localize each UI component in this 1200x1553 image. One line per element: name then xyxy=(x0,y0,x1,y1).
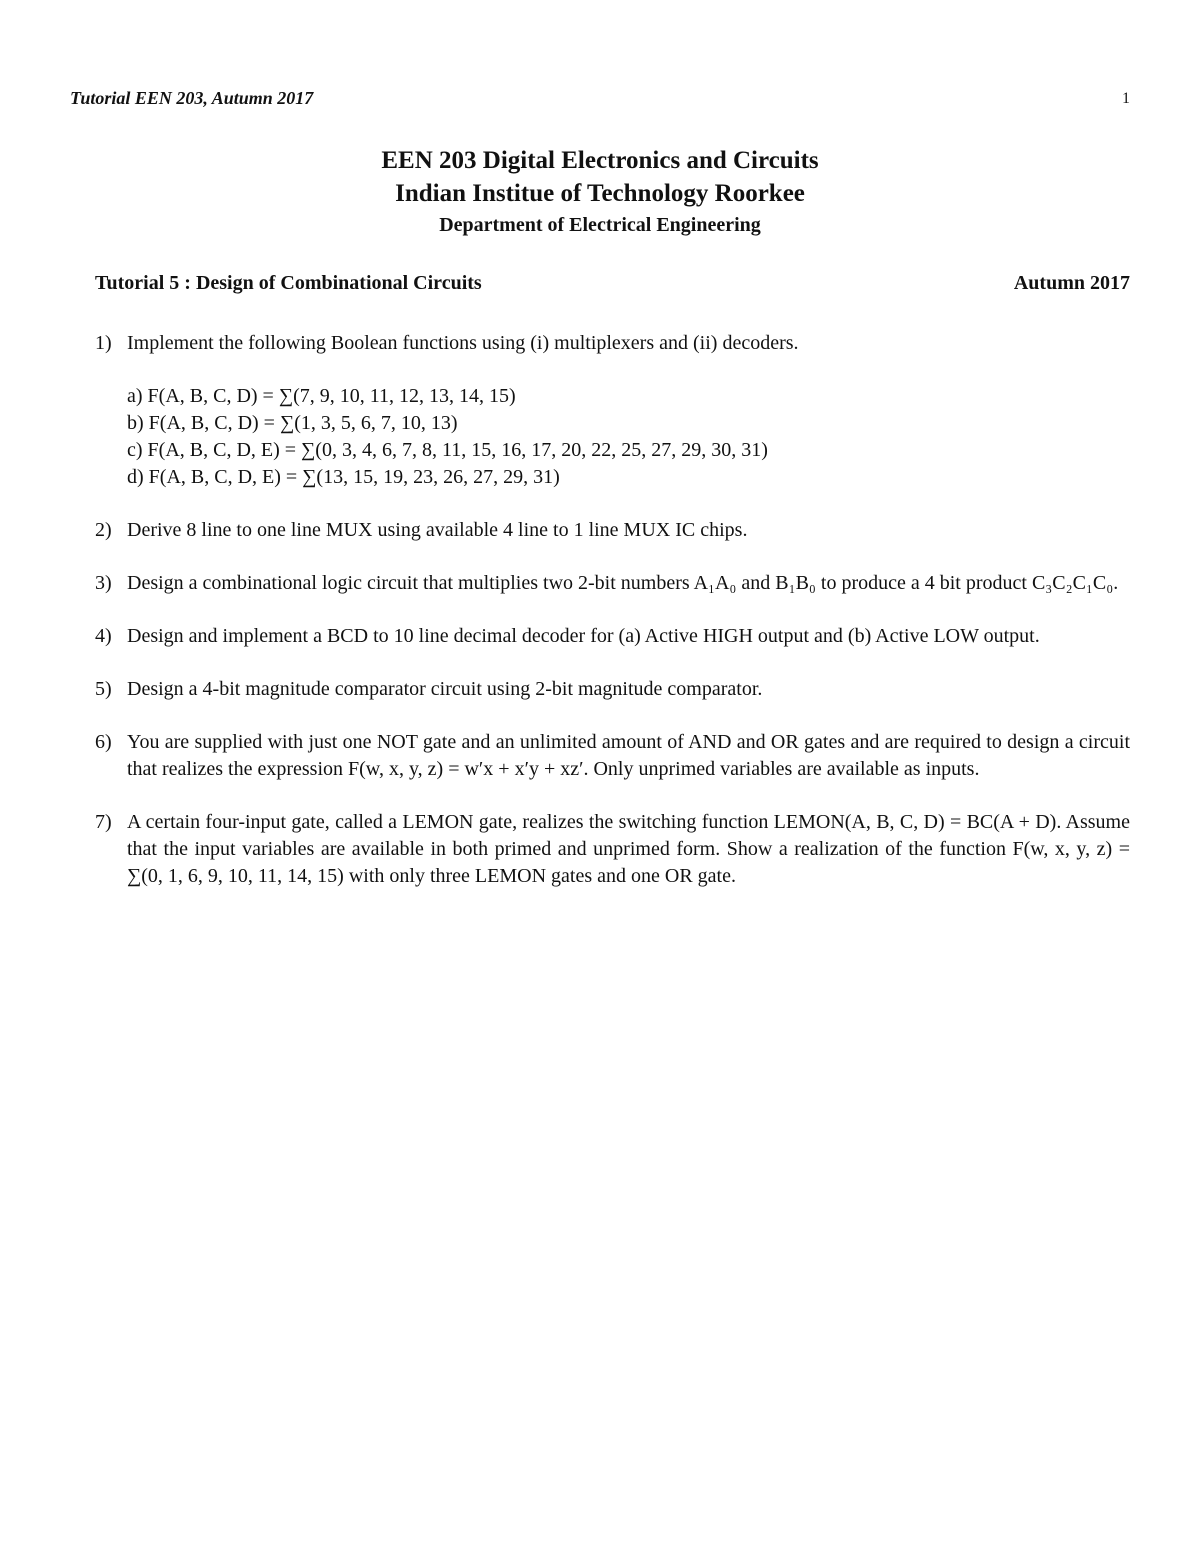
question-number: 4) xyxy=(95,625,112,647)
question-list xyxy=(95,330,1130,916)
question-text: A certain four-input gate, called a LEMON gate, realizes the switching function LEMON(A, B, C, D) = BC(A + D). Assume that the input variables are available in both primed and unprimed form. Show a realization of the function F(w, x, y, z) = ∑(0, 1, 6, 9, 10, 11, 14, 15) with only three LEMON gates and one OR gate. xyxy=(127,811,1130,887)
document-titles xyxy=(0,144,1200,240)
question-text: Design and implement a BCD to 10 line decimal decoder for (a) Active HIGH output and (b) Active LOW output. xyxy=(127,625,1040,647)
question-5 xyxy=(95,676,1130,703)
question-2 xyxy=(95,517,1130,544)
institute-title: Indian Institue of Technology Roorkee xyxy=(395,180,805,207)
page-number: 1 xyxy=(1122,90,1130,107)
question-number: 1) xyxy=(95,332,112,354)
tutorial-heading xyxy=(95,272,1130,295)
tutorial-title: Tutorial 5 : Design of Combinational Circuits xyxy=(95,272,482,294)
sub-question-a: a) F(A, B, C, D) = ∑(7, 9, 10, 11, 12, 13, 14, 15) xyxy=(127,385,516,407)
sub-question-b: b) F(A, B, C, D) = ∑(1, 3, 5, 6, 7, 10, 13) xyxy=(127,412,458,434)
course-title: EEN 203 Digital Electronics and Circuits xyxy=(381,147,819,174)
question-number: 2) xyxy=(95,519,112,541)
question-text: Design a 4-bit magnitude comparator circuit using 2-bit magnitude comparator. xyxy=(127,678,763,700)
question-text: You are supplied with just one NOT gate and an unlimited amount of AND and OR gates and are required to design a circuit that realizes the expression F(w, x, y, z) = w′x + x′y + xz′. Only unprimed variables are available as inputs. xyxy=(127,731,1130,780)
running-head: Tutorial EEN 203, Autumn 2017 xyxy=(70,88,314,108)
sub-question-list xyxy=(127,383,1130,491)
question-1 xyxy=(95,330,1130,491)
question-7 xyxy=(95,809,1130,890)
question-4 xyxy=(95,623,1130,650)
sub-question-c: c) F(A, B, C, D, E) = ∑(0, 3, 4, 6, 7, 8, 11, 15, 16, 17, 20, 22, 25, 27, 29, 30, 31) xyxy=(127,439,768,461)
question-text: Implement the following Boolean functions using (i) multiplexers and (ii) decoders. xyxy=(127,332,799,354)
sub-question-d: d) F(A, B, C, D, E) = ∑(13, 15, 19, 23, 26, 27, 29, 31) xyxy=(127,466,560,488)
question-text: Derive 8 line to one line MUX using available 4 line to 1 line MUX IC chips. xyxy=(127,519,748,541)
question-number: 6) xyxy=(95,731,112,753)
question-number: 3) xyxy=(95,572,112,594)
question-text: Design a combinational logic circuit that multiplies two 2-bit numbers A₁A₀ and B₁B₀ to produce a 4 bit product C₃C₂C₁C₀. xyxy=(127,572,1119,594)
question-number: 5) xyxy=(95,678,112,700)
question-3 xyxy=(95,570,1130,597)
question-number: 7) xyxy=(95,811,112,833)
tutorial-term: Autumn 2017 xyxy=(1013,272,1130,294)
question-6 xyxy=(95,729,1130,783)
department-title: Department of Electrical Engineering xyxy=(439,214,761,236)
